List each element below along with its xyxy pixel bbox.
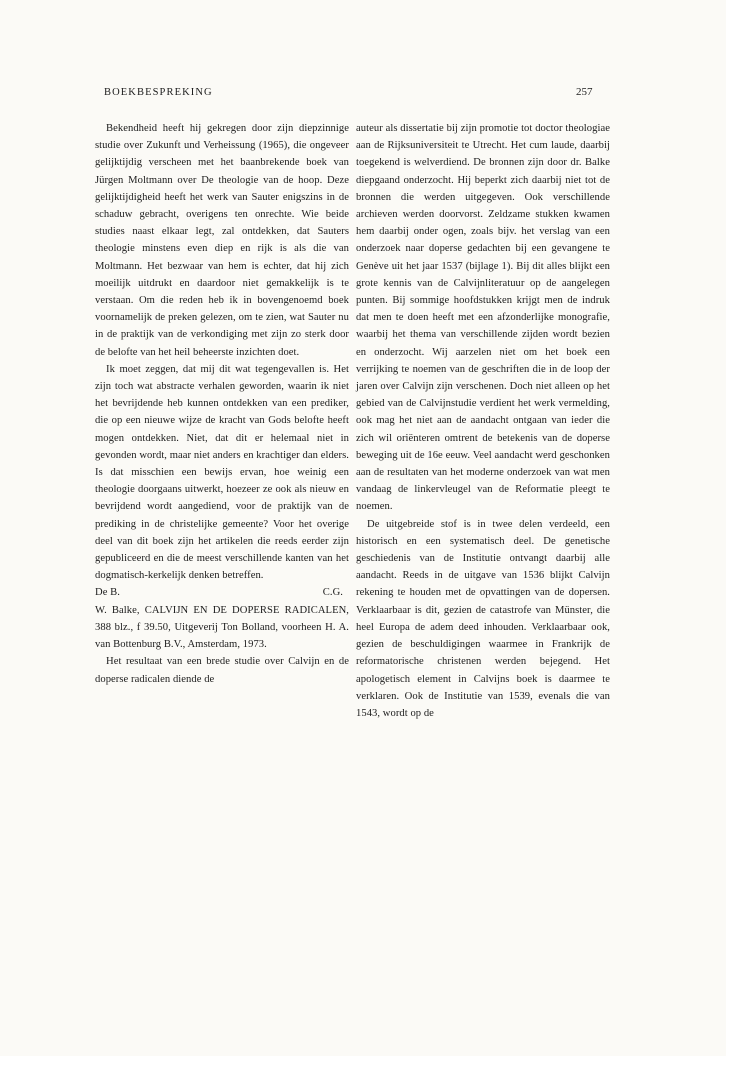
paragraph: Bekendheid heeft hij gekregen door zijn diepzinnige studie over Zukunft und Verheissung (1965), die ongeveer gelijktijdig verscheen met het baanbrekende boek van Jürgen Moltmann over De theologie van de hoop. Deze gelijktijdigheid heeft het werk van Sauter enigszins in de schaduw gebracht, overigens ten onrechte. Wie beide studies naast elkaar legt, zal ontdekken, dat Sauters theologie minstens even diep en rijk is als die van Moltmann. Het bezwaar van hem is echter, dat hij zich moeilijk uitdrukt en daardoor niet gemakkelijk is te verstaan. Om die reden heb ik in bovengenoemd boek voornamelijk de preken gelezen, om te zien, wat Sauter nu in de praktijk van de verkondiging met zijn zo sterk door de belofte van het heil beheerste inzichten doet.	[95, 123, 349, 358]
left-column	[95, 120, 349, 688]
running-header: BOEKBESPREKING	[104, 87, 213, 98]
signature-left: De B.	[95, 587, 120, 599]
paragraph: auteur als dissertatie bij zijn promotie tot doctor theologiae aan de Rijksuniversiteit te Utrecht. Het cum laude, daarbij toegekend is welverdiend. De bronnen zijn door dr. Balke diepgaand onderzocht. Hij beperkt zich daarbij niet tot de bronnen die werden uitgegeven. Ook verschillende archieven werden doorvorst. Zeldzame stukken kwamen hem daarbij onder ogen, zoals bijv. het verslag van een onderzoek naar doperse gedachten bij een gevangene te Genève uit het jaar 1537 (bijlage 1). Bij dit alles blijkt een grote kennis van de Calvijnliteratuur op de aangelegen punten. Bij sommige hoofdstukken krijgt men de indruk dat men te doen heeft met een afzonderlijke monografie, waarbij het thema van verschillende zijden wordt bezien en onderzocht. Wij aarzelen niet om het boek een verrijking te noemen van de geschriften die in de loop der jaren over Calvijn zijn verschenen. Doch niet alleen op het gebied van de Calvijnstudie verdient het werk vermelding, ook mag het niet aan de aandacht ontgaan van ieder die zich wil oriënteren omtrent de betekenis van de doperse beweging uit de 16e eeuw. Veel aandacht werd geschonken aan de resultaten van het moderne onderzoek van wat men vandaag de linkervleugel van de Reformatie pleegt te noemen.	[356, 123, 610, 513]
paragraph: De uitgebreide stof is in twee delen verdeeld, een historisch en een systematisch deel. De genetische geschiedenis van de Institutie ontvangt daarbij alle aandacht. Reeds in de uitgave van 1536 blijkt Calvijn rekening te houden met de opvattingen van de dopersen. Verklaarbaar is dit, gezien de catastrofe van Münster, die heel Europa de adem deed inhouden. Verklaarbaar ook, gezien de beschuldigingen waarmee in Frankrijk de reformatorische christenen werden bejegend. Het apologetisch element in Calvijns boek is daarmee te verklaren. Ook de Institutie van 1539, evenals die van 1543, wordt op de	[356, 518, 610, 719]
paragraph: Het resultaat van een brede studie over Calvijn en de doperse radicalen diende de	[95, 656, 349, 685]
paragraph: Ik moet zeggen, dat mij dit wat tegengevallen is. Het zijn toch wat abstracte verhalen geworden, waarin ik niet het bevrijdende heb kunnen ontdekken van een prediker, die op een nieuwe wijze de kracht van Gods belofte heeft mogen ontdekken. Niet, dat dit er helemaal niet in gevonden wordt, maar niet anders en krachtiger dan elders. Is dat misschien een bewijs ervan, hoe weinig een theologie doorgaans uitwerkt, hoezeer ze ook als nieuw en bevrijdend wordt aangediend, voor de praktijk van de prediking in de christelijke gemeente? Voor het overige deel van dit boek zijn het artikelen die reeds eerder zijn gepubliceerd en die de meest verschillende kanten van het dogmatisch-kerkelijk denken betreffen.	[95, 363, 349, 582]
page-number: 257	[576, 86, 593, 98]
signature-line	[95, 584, 349, 601]
scan-border-bottom	[0, 1056, 738, 1068]
signature-right: C.G.	[322, 587, 343, 599]
scan-border-right	[726, 0, 738, 1068]
right-column	[356, 120, 610, 722]
book-reference: W. Balke, CALVIJN EN DE DOPERSE RADICALEN, 388 blz., f 39.50, Uitgeverij Ton Bolland, voorheen H. A. van Bottenburg B.V., Amsterdam, 1973.	[95, 604, 349, 651]
